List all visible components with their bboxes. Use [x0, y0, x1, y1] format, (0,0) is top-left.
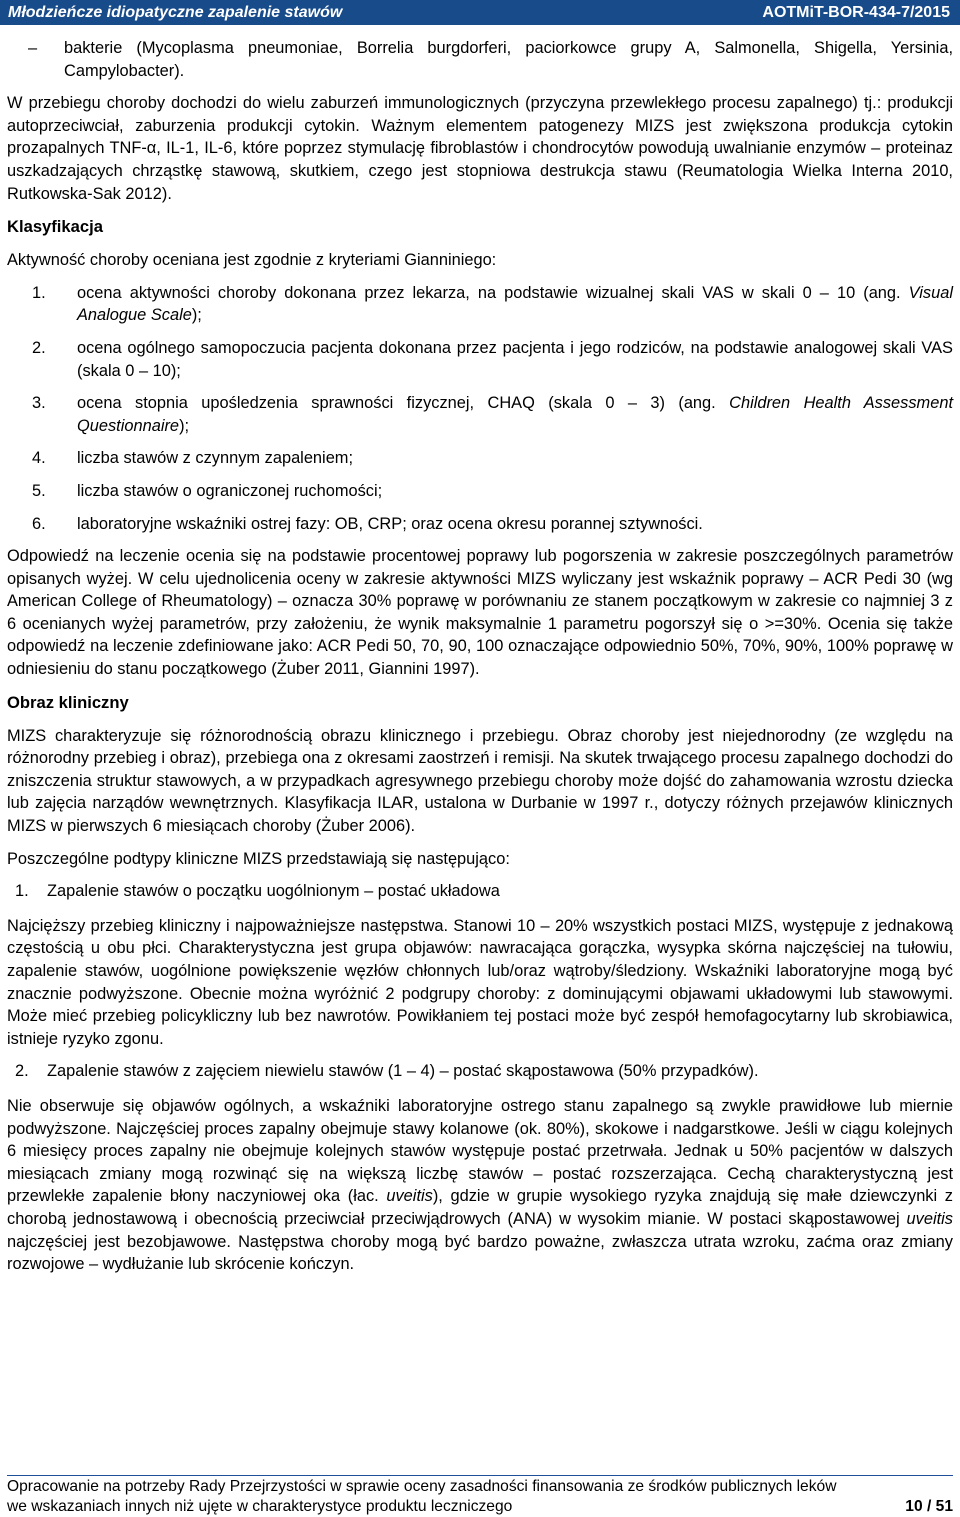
criteria-item [7, 447, 953, 470]
header-doc-id: AOTMiT-BOR-434-7/2015 [762, 4, 950, 21]
criteria-item [7, 513, 953, 536]
paragraph-clinical-picture: MIZS charakteryzuje się różnorodnością obrazu klinicznego i przebiegu. Obraz choroby jest niejednorodny (ze względu na różnorodny przebieg i obraz), przebiega ona z okresami zaostrzeń i remisji. Na skutek trwającego procesu zapalnego dochodzi do zniszczenia struktur stawowych, a w przypadkach agresywnego przebiegu choroby może dojść do zahamowania wzrostu dziecka lub zajęcia narządów wewnętrznych. Klasyfikacja ILAR, ustalona w Durbanie w 1997 r., dotyczy różnych przejawów klinicznych MIZS w pierwszych 6 miesiącach choroby (Żuber 2006). [7, 726, 953, 836]
heading-obraz-kliniczny: Obraz kliniczny [7, 692, 129, 712]
paragraph-oligoarticular: Nie obserwuje się objawów ogólnych, a wskaźniki laboratoryjne ostrego stanu zapalnego są zwykle prawidłowe lub miernie podwyższone. Najczęściej proces zapalny obejmuje stawy kolanowe (ok. 80%), skokowe i nadgarstkowe. Jeśli w ciągu kolejnych 6 miesięcy proces zapalny nie obejmuje kolejnych stawów występuje postać przetrwała. Jednak u 50% pacjentów w dalszych miesiącach zmiany mogą rozwinąć się na większą liczbę stawów – postać rozszerzająca. Cechą charakterystyczną jest przewlekłe zapalenie błony naczyniowej oka (łac. uveitis), gdzie w grupie wysokiego ryzyka znajdują się małe dziewczynki z chorobą jednostawową i obecnością przeciwciał przeciwjądrowych (ANA) w wysokim mianie. W postaci skąpostawowej uveitis najczęściej jest bezobjawowe. Następstwa choroby mogą być bardzo poważne, zwłaszcza utrata wzroku, zaćma oraz zmiany rozwojowe – wydłużanie lub skrócenie kończyn. [7, 1096, 953, 1274]
criteria-item [7, 282, 953, 327]
criteria-list [7, 282, 953, 535]
criteria-text: liczba stawów o ograniczonej ruchomości; [77, 481, 383, 500]
bullet-item [7, 37, 953, 82]
criteria-num: 2. [32, 338, 46, 357]
subtype-2 [7, 1060, 953, 1083]
page-number: 10 / 51 [905, 1498, 953, 1515]
criteria-item [7, 480, 953, 503]
criteria-num: 1. [32, 283, 46, 302]
criteria-num: 3. [32, 394, 46, 413]
footer-line-1: Opracowanie na potrzeby Rady Przejrzystości w sprawie oceny zasadności finansowania ze środków publicznych leków [7, 1478, 837, 1495]
subtype-1 [7, 880, 953, 903]
heading-klasyfikacja: Klasyfikacja [7, 217, 103, 237]
criteria-text: ocena ogólnego samopoczucia pacjenta dokonana przez pacjenta i jego rodziców, na podstawie analogowej skali VAS (skala 0 – 10); [77, 338, 953, 380]
paragraph-subtypes-intro: Poszczególne podtypy kliniczne MIZS przedstawiają się następująco: [7, 849, 510, 868]
page-footer [7, 1475, 953, 1517]
subtype-num: 2. [15, 1062, 29, 1081]
footer-line-2: we wskazaniach innych niż ujęte w charakterystyce produktu leczniczego [7, 1498, 513, 1515]
criteria-text: liczba stawów z czynnym zapaleniem; [77, 449, 354, 468]
criteria-text: ocena aktywności choroby dokonana przez lekarza, na podstawie wizualnej skali VAS w skali 0 – 10 (ang. Visual Analogue Scale); [77, 283, 953, 325]
paragraph-activity-intro: Aktywność choroby oceniana jest zgodnie z kryteriami Gianniniego: [7, 251, 497, 270]
page-header [0, 0, 960, 25]
subtype-label: Zapalenie stawów o początku uogólnionym – postać układowa [47, 882, 500, 901]
bullet-dash: – [28, 39, 38, 57]
criteria-item [7, 337, 953, 382]
criteria-num: 4. [32, 449, 46, 468]
paragraph-systemic: Najcięższy przebieg kliniczny i najpoważniejsze następstwa. Stanowi 10 – 20% wszystkich postaci MIZS, występuje z jednakową częstością u obu płci. Charakterystyczna jest grupa objawów: nawracająca gorączka, wysypka skórna najczęściej na tułowiu, zapalenie stawów, uogólnione powiększenie węzłów chłonnych lub/oraz wątroby/śledziony. Wskaźniki laboratoryjne mogą być znacznie podwyższone. Obecnie można wyróżnić 2 podgrupy choroby: z dominującymi objawami układowymi lub stawowymi. Może mieć przebieg policykliczny lub bez nawrotów. Powikłaniem tej postaci może być zespół hemofagocytarny lub skrobiawica, istnieje ryzyko zgonu. [7, 916, 953, 1048]
bullet-text: bakterie (Mycoplasma pneumoniae, Borrelia burgdorferi, paciorkowce grupy A, Salmonella, Shigella, Yersinia, Campylobacter). [64, 39, 953, 80]
criteria-item [7, 392, 953, 437]
header-title: Młodzieńcze idiopatyczne zapalenie stawów [8, 4, 343, 21]
criteria-text: laboratoryjne wskaźniki ostrej fazy: OB, CRP; oraz ocena okresu porannej sztywności. [77, 514, 703, 533]
page-content [7, 37, 953, 1286]
criteria-text: ocena stopnia upośledzenia sprawności fizycznej, CHAQ (skala 0 – 3) (ang. Children Health Assessment Questionnaire); [77, 394, 953, 435]
criteria-num: 6. [32, 514, 46, 533]
criteria-num: 5. [32, 481, 46, 500]
paragraph-acr-pedi: Odpowiedź na leczenie ocenia się na podstawie procentowej poprawy lub pogorszenia w zakresie poszczególnych parametrów opisanych wyżej. W celu ujednolicenia oceny w zakresie aktywności MIZS wyliczany jest wskaźnik poprawy – ACR Pedi 30 (wg American College of Rheumatology) – oznacza 30% poprawę w porównaniu ze stanem początkowym w zakresie co najmniej 3 z 6 ocenianych wyżej parametrów, przy założeniu, że wynik maksymalnie 1 parametru pogorszył się o >=30%. Ocenia się także odpowiedź na leczenie zdefiniowane jako: ACR Pedi 50, 70, 90, 100 oznaczające odpowiednio 50%, 70%, 90%, 100% poprawę w odniesieniu do stanu początkowego (Żuber 2011, Giannini 1997). [7, 547, 953, 679]
subtype-num: 1. [15, 882, 29, 901]
subtype-label: Zapalenie stawów z zajęciem niewielu stawów (1 – 4) – postać skąpostawowa (50% przypadków). [47, 1062, 759, 1081]
paragraph-pathogenesis: W przebiegu choroby dochodzi do wielu zaburzeń immunologicznych (przyczyna przewlekłego procesu zapalnego) tj.: produkcji autoprzeciwciał, zaburzenia produkcji cytokin. Ważnym elementem patogenezy MIZS jest zwiększona produkcja cytokin prozapalnych TNF-α, IL-1, IL-6, które poprzez stymulację fibroblastów i chondrocytów powodują uwalnianie enzymów – proteinaz uszkadzających chrząstkę stawową, skutkiem, czego jest stopniowa destrukcja stawu (Reumatologia Wielka Interna 2010, Rutkowska-Sak 2012). [7, 94, 953, 203]
